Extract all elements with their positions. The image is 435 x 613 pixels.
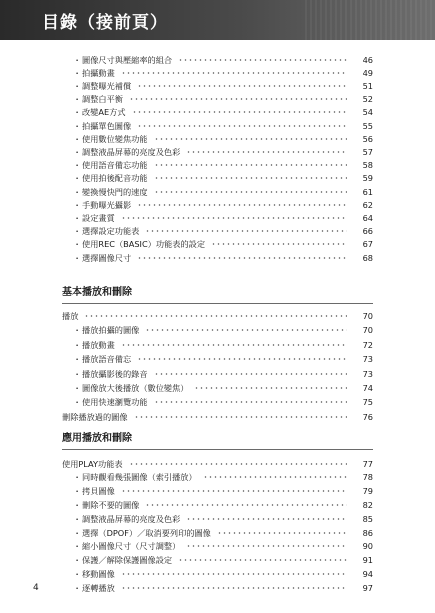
dot-leader xyxy=(217,532,347,534)
bullet-marker: ・ xyxy=(73,54,82,65)
toc-entry-page: 73 xyxy=(362,368,373,379)
toc-entry-label xyxy=(73,553,172,567)
toc-entry-label xyxy=(62,309,78,323)
toc-entry-label xyxy=(73,105,126,119)
toc-entry-label xyxy=(73,171,148,185)
toc-entry-text: 調整液晶屏幕的亮度及色彩 xyxy=(82,513,181,524)
toc-entry-page: 66 xyxy=(362,226,373,237)
toc-entry-label xyxy=(62,410,128,424)
toc-entry-text: 使用REC（BASIC）功能表的設定 xyxy=(82,239,206,250)
toc-entry-text: 變換慢快門的速度 xyxy=(82,186,148,197)
dot-leader xyxy=(194,387,347,389)
toc-entry-label xyxy=(73,119,131,133)
toc-entry-page: 85 xyxy=(362,513,373,524)
toc-entry-text: 拍攝動畫 xyxy=(82,67,115,78)
bullet-marker: ・ xyxy=(73,186,82,197)
page-header xyxy=(0,0,435,40)
bullet-marker: ・ xyxy=(73,527,82,538)
dot-leader xyxy=(154,373,347,375)
toc-entry-label xyxy=(73,498,139,512)
dot-leader xyxy=(178,59,347,61)
toc-entry xyxy=(0,553,435,567)
bullet-marker: ・ xyxy=(73,67,82,78)
bullet-marker: ・ xyxy=(73,325,82,336)
toc-entry-label xyxy=(73,53,172,67)
toc-entry xyxy=(0,53,435,67)
toc-entry-label xyxy=(73,367,148,381)
toc-entry xyxy=(0,211,435,225)
dot-leader xyxy=(84,315,347,317)
bullet-marker: ・ xyxy=(73,472,82,483)
bullet-marker: ・ xyxy=(73,397,82,408)
section-title: 應用播放和刪除 xyxy=(62,433,132,444)
toc-entry xyxy=(0,498,435,512)
toc-entry-label xyxy=(73,381,188,395)
toc-entry-page: 73 xyxy=(362,354,373,365)
toc-entry-page: 55 xyxy=(362,120,373,131)
bullet-marker: ・ xyxy=(73,239,82,250)
bullet-marker: ・ xyxy=(73,354,82,365)
toc-entry-label xyxy=(73,145,180,159)
dot-leader xyxy=(134,416,347,418)
dot-leader xyxy=(145,230,347,232)
toc-entry xyxy=(0,581,435,595)
dot-leader xyxy=(211,243,347,245)
toc-entry-text: 播放動畫 xyxy=(82,339,115,350)
toc-entry-page: 86 xyxy=(362,527,373,538)
toc-entry-page: 70 xyxy=(362,311,373,321)
toc-entry-label xyxy=(73,323,139,337)
toc-entry-text: 保護／解除保護圖像設定 xyxy=(82,555,173,566)
toc-entry xyxy=(0,158,435,172)
toc-entry-text: 播放攝影後的錄音 xyxy=(82,368,148,379)
dot-leader xyxy=(129,98,347,100)
toc-entry-label xyxy=(73,484,115,498)
toc-entry xyxy=(0,309,435,323)
toc-entry-page: 82 xyxy=(362,499,373,510)
toc-entry xyxy=(0,92,435,106)
toc-entry xyxy=(0,323,435,337)
header-stripe-decoration xyxy=(305,0,435,40)
toc-entry xyxy=(0,132,435,146)
toc-entry-label xyxy=(73,338,115,352)
toc-entry-page: 54 xyxy=(362,107,373,118)
bullet-marker: ・ xyxy=(73,582,82,593)
page-title: 目錄（接前頁） xyxy=(42,13,168,33)
toc-entry xyxy=(0,79,435,93)
toc-entry-text: 手動曝光攝影 xyxy=(82,199,132,210)
toc-entry-label xyxy=(73,185,148,199)
toc-entry-label xyxy=(73,132,148,146)
toc-entry-page: 61 xyxy=(362,186,373,197)
toc-entry xyxy=(0,512,435,526)
dot-leader xyxy=(154,191,347,193)
bullet-marker: ・ xyxy=(73,94,82,105)
bullet-marker: ・ xyxy=(73,199,82,210)
toc-entry xyxy=(0,367,435,381)
toc-entry xyxy=(0,145,435,159)
dot-leader xyxy=(137,125,347,127)
toc-entry-label xyxy=(73,395,148,409)
toc-entry-text: 播放 xyxy=(62,311,79,321)
toc-entry-page: 91 xyxy=(362,555,373,566)
toc-entry-label xyxy=(73,567,115,581)
toc-entry-text: 拷貝圖像 xyxy=(82,486,115,497)
section-divider xyxy=(62,303,373,304)
toc-entry-text: 設定畫質 xyxy=(82,212,115,223)
toc-entry xyxy=(0,251,435,265)
dot-leader xyxy=(186,151,347,153)
toc-entry-page: 97 xyxy=(362,582,373,593)
bullet-marker: ・ xyxy=(73,212,82,223)
toc-entry-page: 76 xyxy=(362,411,373,422)
section-divider xyxy=(62,449,373,450)
toc-entry-page: 70 xyxy=(362,325,373,336)
toc-entry-text: 使用語音備忘功能 xyxy=(82,160,148,171)
toc-entry-text: 調整曝光補償 xyxy=(82,80,132,91)
dot-leader xyxy=(137,257,347,259)
bullet-marker: ・ xyxy=(73,383,82,393)
toc-entry-label xyxy=(73,79,131,93)
bullet-marker: ・ xyxy=(73,80,82,91)
dot-leader xyxy=(137,204,347,206)
toc-entry xyxy=(0,526,435,540)
dot-leader xyxy=(154,138,347,140)
toc-entry xyxy=(0,237,435,251)
toc-entry xyxy=(0,567,435,581)
toc-entry xyxy=(0,66,435,80)
toc-entry xyxy=(0,198,435,212)
toc-entry-page: 52 xyxy=(362,94,373,105)
toc-entry-page: 62 xyxy=(362,199,373,210)
toc-entry-text: 圖像放大後播放（數位變焦） xyxy=(82,383,189,393)
bullet-marker: ・ xyxy=(73,339,82,350)
toc-entry xyxy=(0,395,435,409)
bullet-marker: ・ xyxy=(73,555,82,566)
dot-leader xyxy=(137,358,347,360)
toc-entry xyxy=(0,224,435,238)
bullet-marker: ・ xyxy=(73,513,82,524)
dot-leader xyxy=(154,401,347,403)
toc-entry-label xyxy=(73,66,115,80)
bullet-marker: ・ xyxy=(73,252,82,263)
toc-entry xyxy=(0,484,435,498)
dot-leader xyxy=(178,559,347,561)
dot-leader xyxy=(121,72,347,74)
dot-leader xyxy=(145,329,347,331)
toc-entry xyxy=(0,539,435,553)
toc-entry-label xyxy=(73,352,131,366)
toc-entry xyxy=(0,457,435,471)
toc-entry-text: 刪除不要的圖像 xyxy=(82,499,140,510)
dot-leader xyxy=(154,177,347,179)
bullet-marker: ・ xyxy=(73,226,82,237)
dot-leader xyxy=(121,573,347,575)
bullet-marker: ・ xyxy=(73,499,82,510)
toc-entry-page: 57 xyxy=(362,146,373,157)
bullet-marker: ・ xyxy=(73,486,82,497)
toc-entry-label xyxy=(73,512,180,526)
bullet-marker: ・ xyxy=(73,368,82,379)
bullet-marker: ・ xyxy=(73,160,82,171)
toc-entry xyxy=(0,171,435,185)
toc-entry-text: 播放拍攝的圖像 xyxy=(82,325,140,336)
toc-entry xyxy=(0,185,435,199)
toc-entry-page: 59 xyxy=(362,173,373,184)
toc-entry-label xyxy=(73,92,123,106)
toc-entry-text: 選擇設定功能表 xyxy=(82,226,140,237)
toc-entry xyxy=(0,352,435,366)
toc-entry-page: 67 xyxy=(362,239,373,250)
toc-entry-label xyxy=(73,237,205,251)
toc-entry-text: 拍攝單色圖像 xyxy=(82,120,132,131)
toc-entry-text: 使用快速瀏覽功能 xyxy=(82,397,148,408)
bullet-marker: ・ xyxy=(73,173,82,184)
toc-entry-page: 51 xyxy=(362,80,373,91)
toc-entry-label xyxy=(73,251,131,265)
toc-entry-label xyxy=(73,198,131,212)
dot-leader xyxy=(186,518,347,520)
toc-entry-page: 56 xyxy=(362,133,373,144)
toc-entry-text: 移動圖像 xyxy=(82,568,115,579)
toc-entry-text: 刪除播放過的圖像 xyxy=(62,411,128,422)
toc-entry xyxy=(0,470,435,484)
bullet-marker: ・ xyxy=(73,107,82,118)
toc-entry-label xyxy=(73,539,180,553)
dot-leader xyxy=(121,217,347,219)
toc-entry-text: 縮小圖像尺寸（尺寸調整） xyxy=(82,541,181,552)
toc-entry-text: 同時觀看幾張圖像（索引播放） xyxy=(82,472,197,483)
toc-entry-text: 改變AE方式 xyxy=(82,107,126,118)
dot-leader xyxy=(121,587,347,589)
bullet-marker: ・ xyxy=(73,120,82,131)
toc-entry-page: 78 xyxy=(362,472,373,483)
toc-entry-text: 使用PLAY功能表 xyxy=(62,458,123,469)
toc-entry-text: 圖像尺寸與壓縮率的組合 xyxy=(82,54,173,65)
toc-entry-text: 選擇圖像尺寸 xyxy=(82,252,132,263)
toc-entry xyxy=(0,410,435,424)
toc-entry-text: 播放語音備忘 xyxy=(82,354,132,365)
dot-leader xyxy=(154,164,347,166)
dot-leader xyxy=(137,85,347,87)
dot-leader xyxy=(129,463,347,465)
toc-entry xyxy=(0,381,435,395)
toc-entry-text: 調整白平衡 xyxy=(82,94,123,105)
bullet-marker: ・ xyxy=(73,541,82,552)
section-title: 基本播放和刪除 xyxy=(62,287,132,298)
toc-entry-label xyxy=(73,211,115,225)
toc-entry-page: 72 xyxy=(362,339,373,350)
toc-entry-page: 75 xyxy=(362,397,373,408)
dot-leader xyxy=(145,504,347,506)
dot-leader xyxy=(132,111,347,113)
toc-entry-page: 58 xyxy=(362,160,373,171)
dot-leader xyxy=(203,476,347,478)
toc-entry-page: 77 xyxy=(362,458,373,469)
toc-entry-label xyxy=(73,158,148,172)
toc-entry-text: 調整液晶屏幕的亮度及色彩 xyxy=(82,146,181,157)
toc-entry-label xyxy=(62,457,123,471)
toc-entry-page: 74 xyxy=(362,383,373,393)
toc-entry-label xyxy=(73,470,197,484)
toc-entry-page: 46 xyxy=(362,54,373,65)
toc-entry-page: 64 xyxy=(362,212,373,223)
bullet-marker: ・ xyxy=(73,146,82,157)
toc-entry-page: 79 xyxy=(362,486,373,497)
toc-entry-text: 選擇（DPOF）／取消要列印的圖像 xyxy=(82,527,211,538)
toc-entry-page: 90 xyxy=(362,541,373,552)
page-number: 4 xyxy=(33,583,39,593)
toc-entry xyxy=(0,338,435,352)
toc-entry-label xyxy=(73,581,115,595)
bullet-marker: ・ xyxy=(73,133,82,144)
toc-entry xyxy=(0,119,435,133)
dot-leader xyxy=(121,344,347,346)
dot-leader xyxy=(121,490,347,492)
toc-entry xyxy=(0,105,435,119)
toc-entry-text: 使用拍後配音功能 xyxy=(82,173,148,184)
dot-leader xyxy=(186,545,347,547)
toc-entry-label xyxy=(73,526,211,540)
toc-entry-page: 94 xyxy=(362,568,373,579)
bullet-marker: ・ xyxy=(73,568,82,579)
toc-entry-label xyxy=(73,224,139,238)
toc-entry-text: 逐轉播放 xyxy=(82,582,115,593)
toc-entry-text: 使用數位變焦功能 xyxy=(82,133,148,144)
toc-entry-page: 49 xyxy=(362,67,373,78)
toc-entry-page: 68 xyxy=(362,252,373,263)
